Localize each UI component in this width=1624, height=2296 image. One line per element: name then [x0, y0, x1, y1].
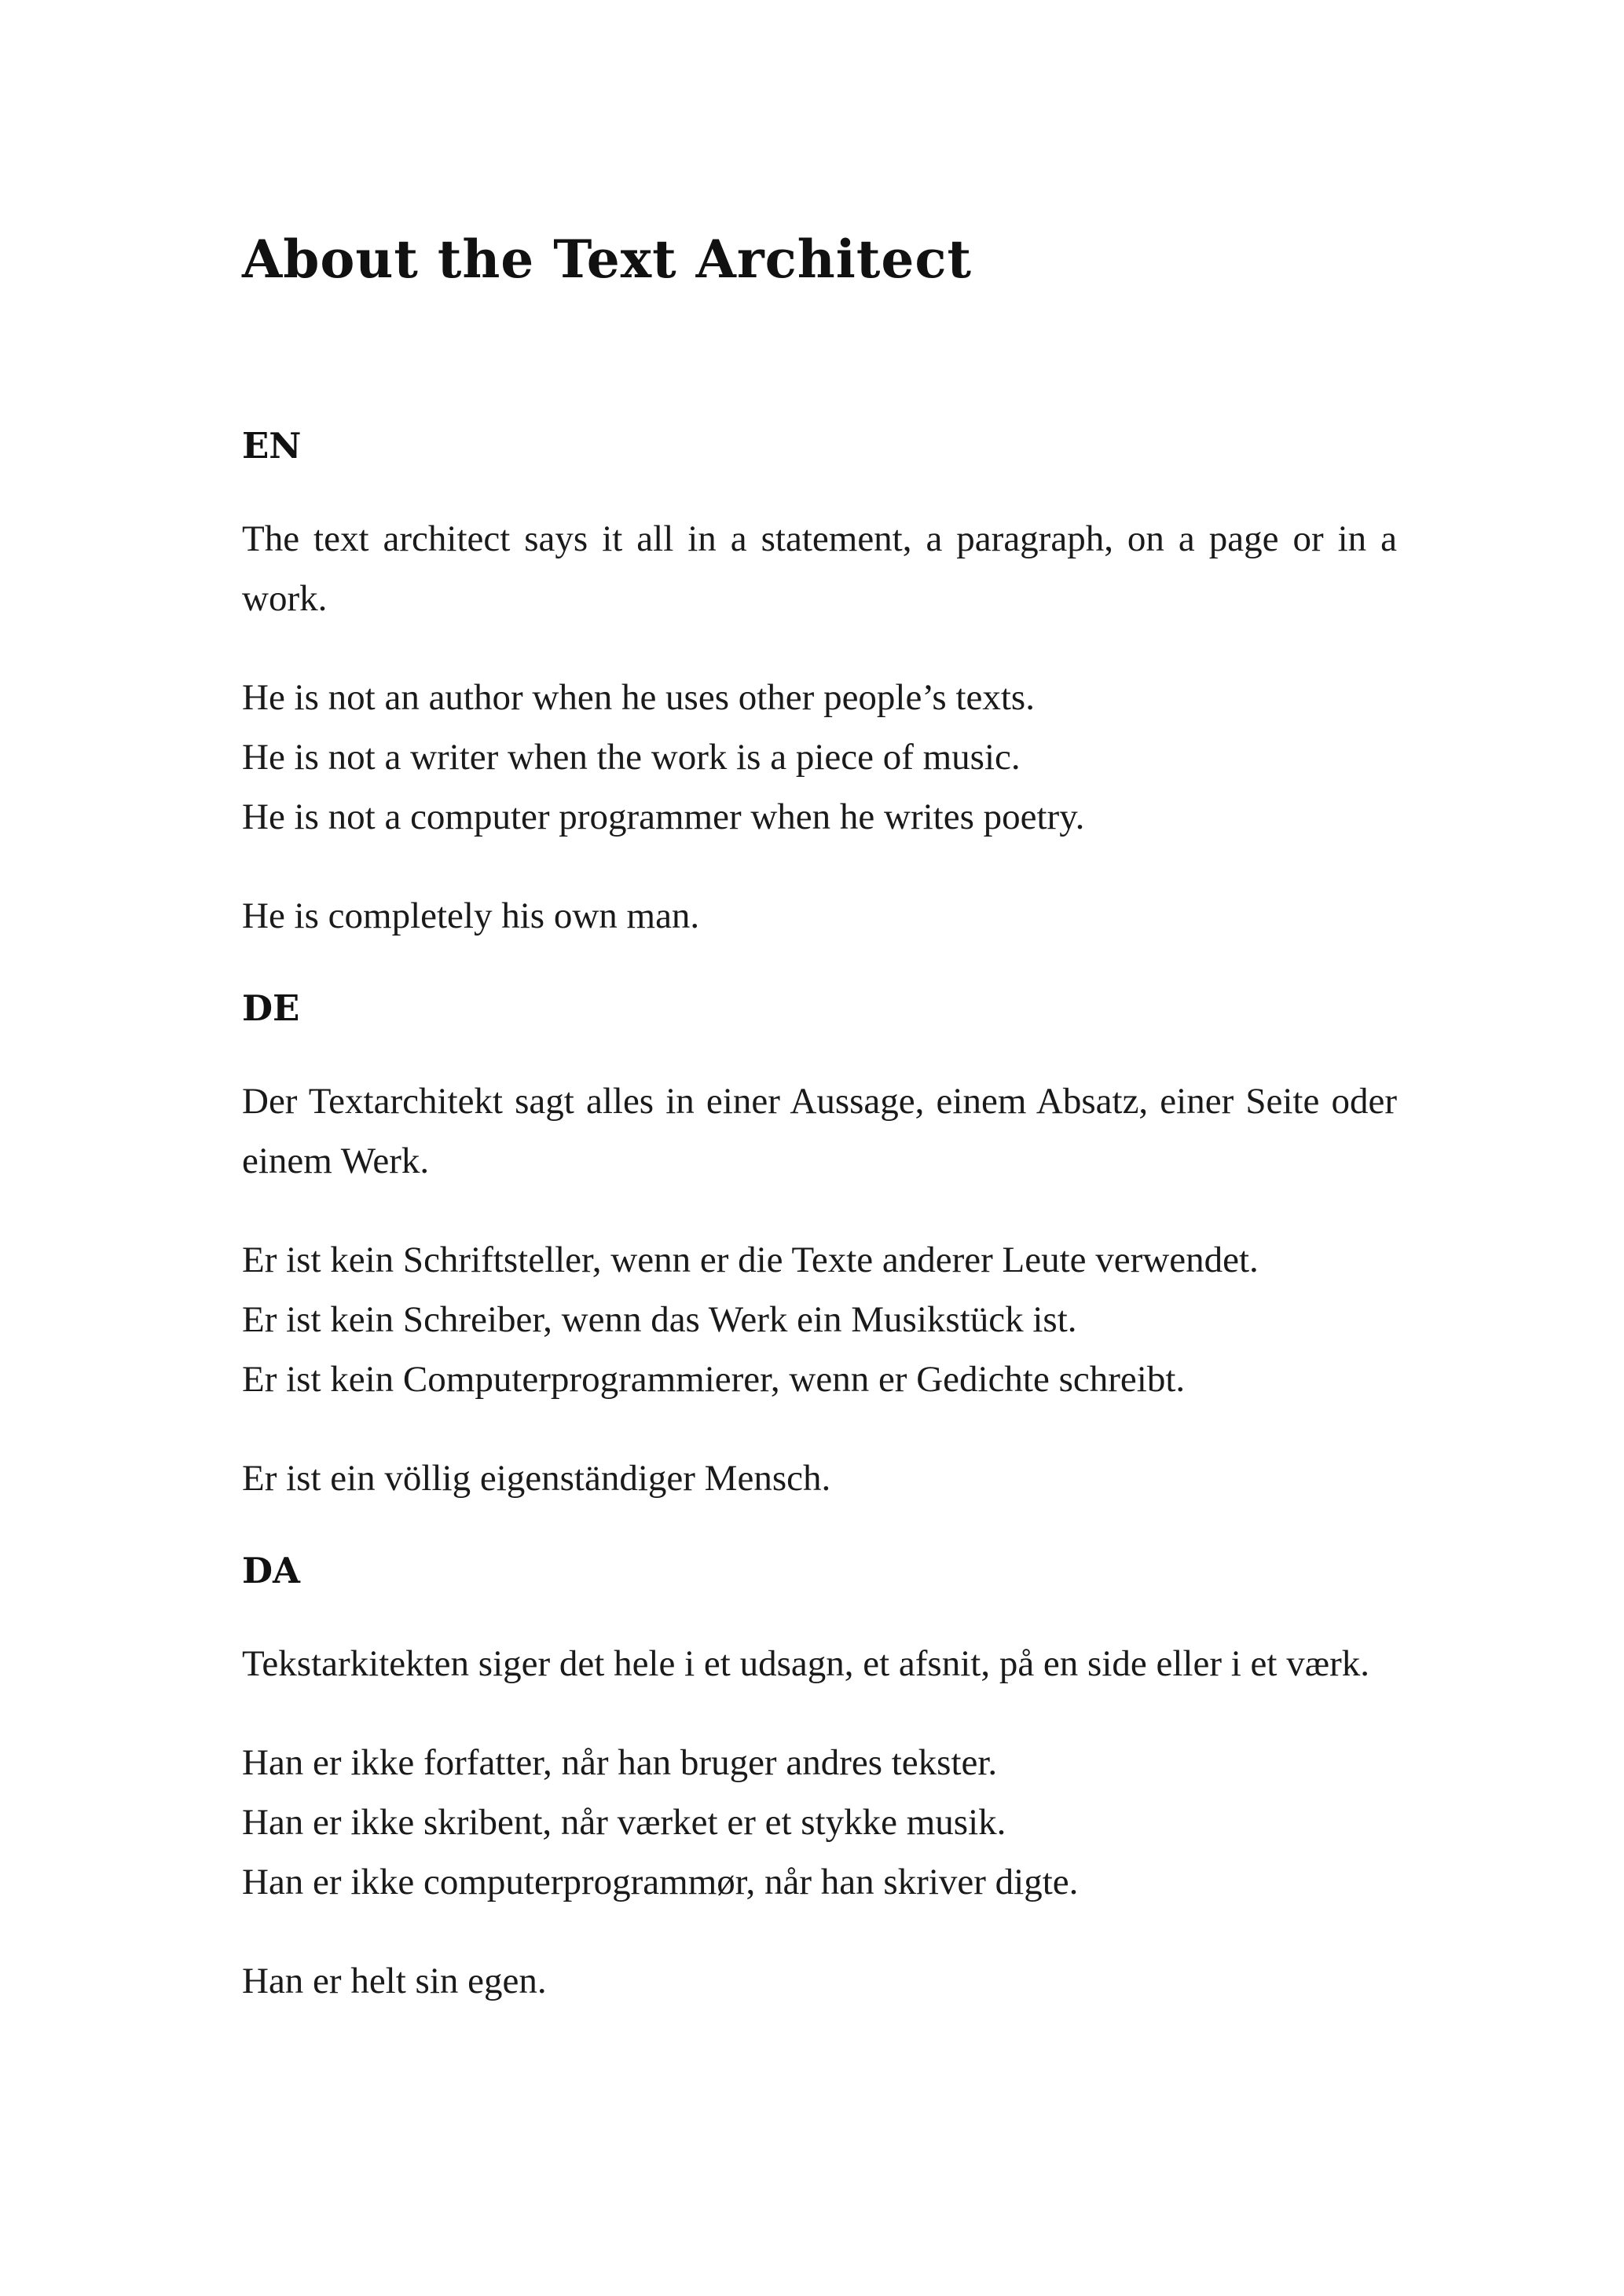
closing-paragraph-da: Han er helt sin egen. [242, 1961, 547, 2001]
section-heading-da: DA [242, 1550, 300, 1591]
section-en [242, 423, 1397, 946]
intro-paragraph-en: The text architect says it all in a statement, a paragraph, on a page or in a work. [242, 518, 1397, 619]
statement-line: Han er ikke forfatter, når han bruger andres tekster. [242, 1742, 998, 1783]
intro-paragraph-da: Tekstarkitekten siger det hele i et udsagn, et afsnit, på en side eller i et værk. [242, 1643, 1369, 1684]
section-heading-en: EN [242, 425, 302, 467]
page-title: About the Text Architect [242, 229, 972, 290]
section-heading-de: DE [242, 987, 300, 1029]
statement-line: Er ist kein Schriftsteller, wenn er die Texte anderer Leute verwendet. [242, 1240, 1259, 1280]
statement-paragraph-en [242, 668, 1397, 847]
statement-line: Er ist kein Computerprogrammierer, wenn er Gedichte schreibt. [242, 1359, 1186, 1400]
statement-line: He is not a writer when the work is a piece of music. [242, 737, 1021, 778]
statement-line: Er ist kein Schreiber, wenn das Werk ein Musikstück ist. [242, 1299, 1077, 1340]
document-page [242, 228, 1397, 2011]
statement-line: He is not a computer programmer when he writes poetry. [242, 796, 1085, 837]
statement-paragraph-da [242, 1733, 1397, 1912]
statement-line: He is not an author when he uses other people’s texts. [242, 677, 1035, 718]
closing-paragraph-de: Er ist ein völlig eigenständiger Mensch. [242, 1458, 831, 1499]
statement-paragraph-de [242, 1230, 1397, 1409]
closing-paragraph-en: He is completely his own man. [242, 895, 700, 936]
statement-line: Han er ikke computerprogrammør, når han skriver digte. [242, 1862, 1079, 1902]
statement-line: Han er ikke skribent, når værket er et stykke musik. [242, 1802, 1006, 1843]
section-da [242, 1547, 1397, 2011]
intro-paragraph-de: Der Textarchitekt sagt alles in einer Aussage, einem Absatz, einer Seite oder einem Werk. [242, 1081, 1397, 1181]
section-de [242, 985, 1397, 1508]
